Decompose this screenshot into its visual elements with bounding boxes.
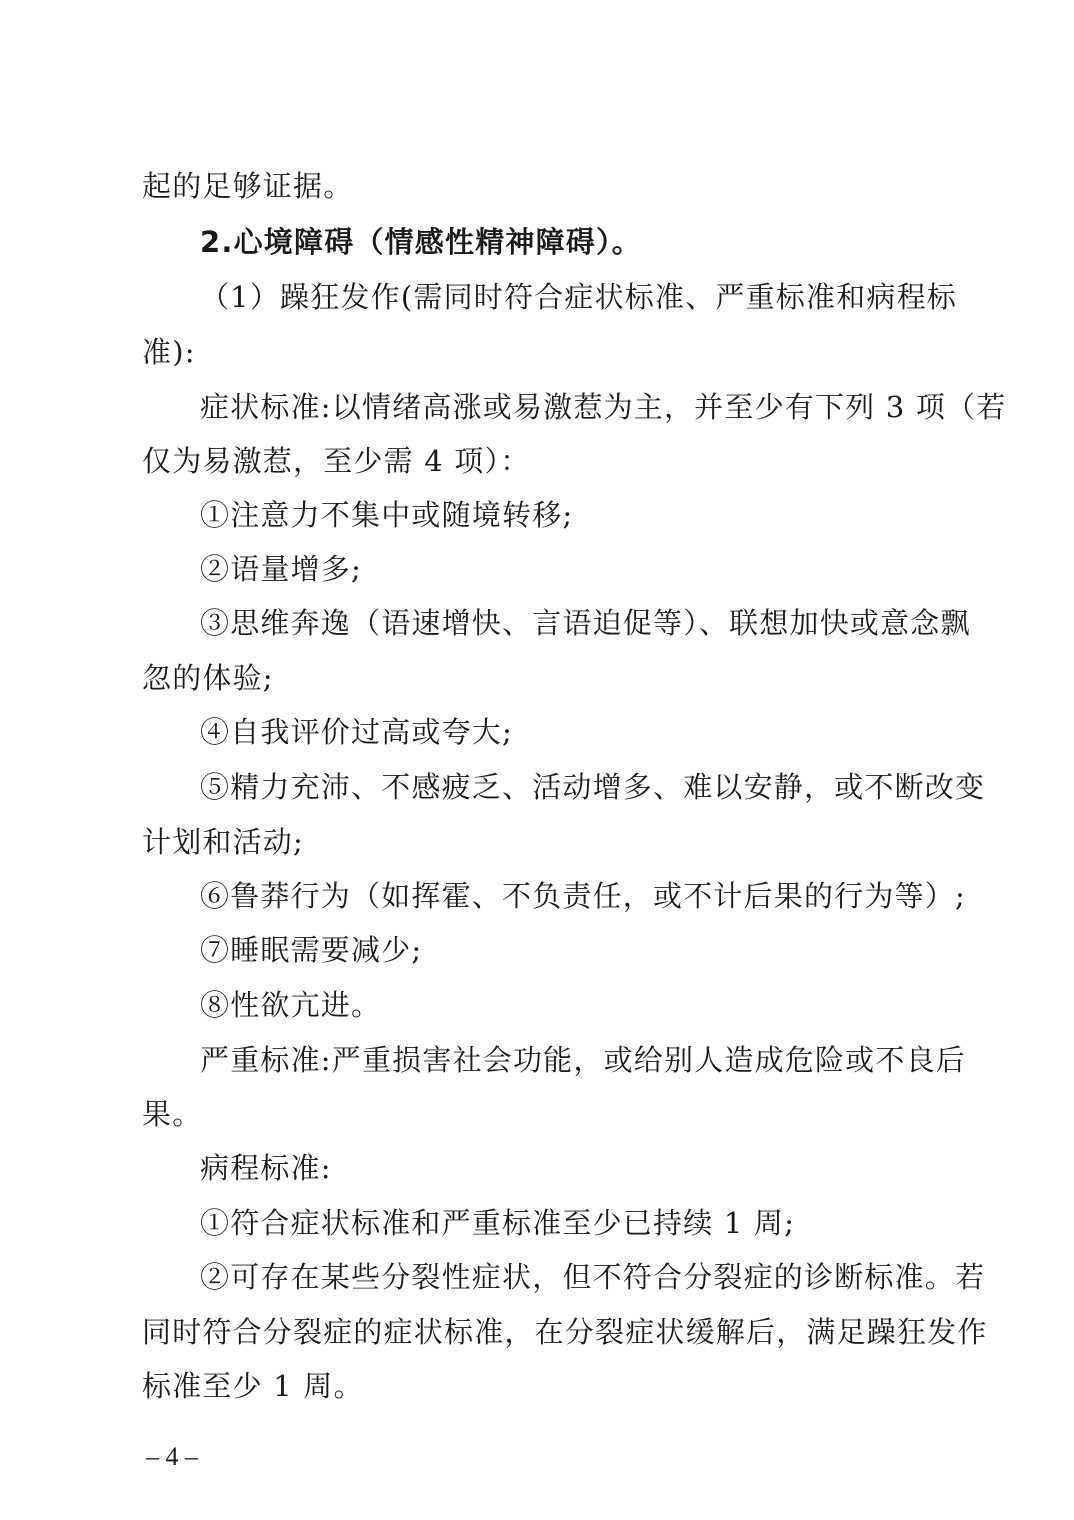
text-line: 仅为易激惹，至少需 4 项）：: [142, 444, 531, 478]
list-item: ②语量增多;: [200, 552, 362, 586]
list-item: ⑦睡眠需要减少;: [200, 933, 423, 967]
text-line: （1）躁狂发作(需同时符合症状标准、严重标准和病程标: [200, 280, 957, 314]
text-line: 严重标准:严重损害社会功能，或给别人造成危险或不良后: [200, 1043, 966, 1077]
text-line: 忽的体验;: [142, 661, 274, 695]
list-item: ②可存在某些分裂性症状，但不符合分裂症的诊断标准。若: [200, 1260, 986, 1294]
text-line: 病程标准:: [200, 1151, 332, 1185]
text-line: 果。: [142, 1097, 203, 1131]
list-item: ⑥鲁莽行为（如挥霍、不负责任，或不计后果的行为等）;: [200, 879, 966, 913]
list-item: ①注意力不集中或随境转移;: [200, 498, 574, 532]
list-item: ⑤精力充沛、不感疲乏、活动增多、难以安静，或不断改变: [200, 770, 986, 804]
text-line: 症状标准:以情绪高涨或易激惹为主，并至少有下列 3 项（若: [200, 390, 1007, 424]
page-number: – 4 –: [146, 1442, 198, 1471]
list-item: ⑧性欲亢进。: [200, 988, 382, 1022]
text-line: 计划和活动;: [142, 825, 304, 859]
text-line: 准):: [142, 335, 196, 369]
list-item: ④自我评价过高或夸大;: [200, 715, 513, 749]
section-heading: 2.心境障碍（情感性精神障碍）。: [200, 225, 642, 259]
list-item: ③思维奔逸（语速增快、言语迫促等）、联想加快或意念飘: [200, 606, 971, 640]
text-line: 同时符合分裂症的症状标准，在分裂症状缓解后，满足躁狂发作: [142, 1315, 988, 1349]
list-item: ①符合症状标准和严重标准至少已持续 1 周;: [200, 1206, 796, 1240]
text-line: 起的足够证据。: [142, 169, 354, 203]
text-line: 标准至少 1 周。: [142, 1369, 364, 1403]
